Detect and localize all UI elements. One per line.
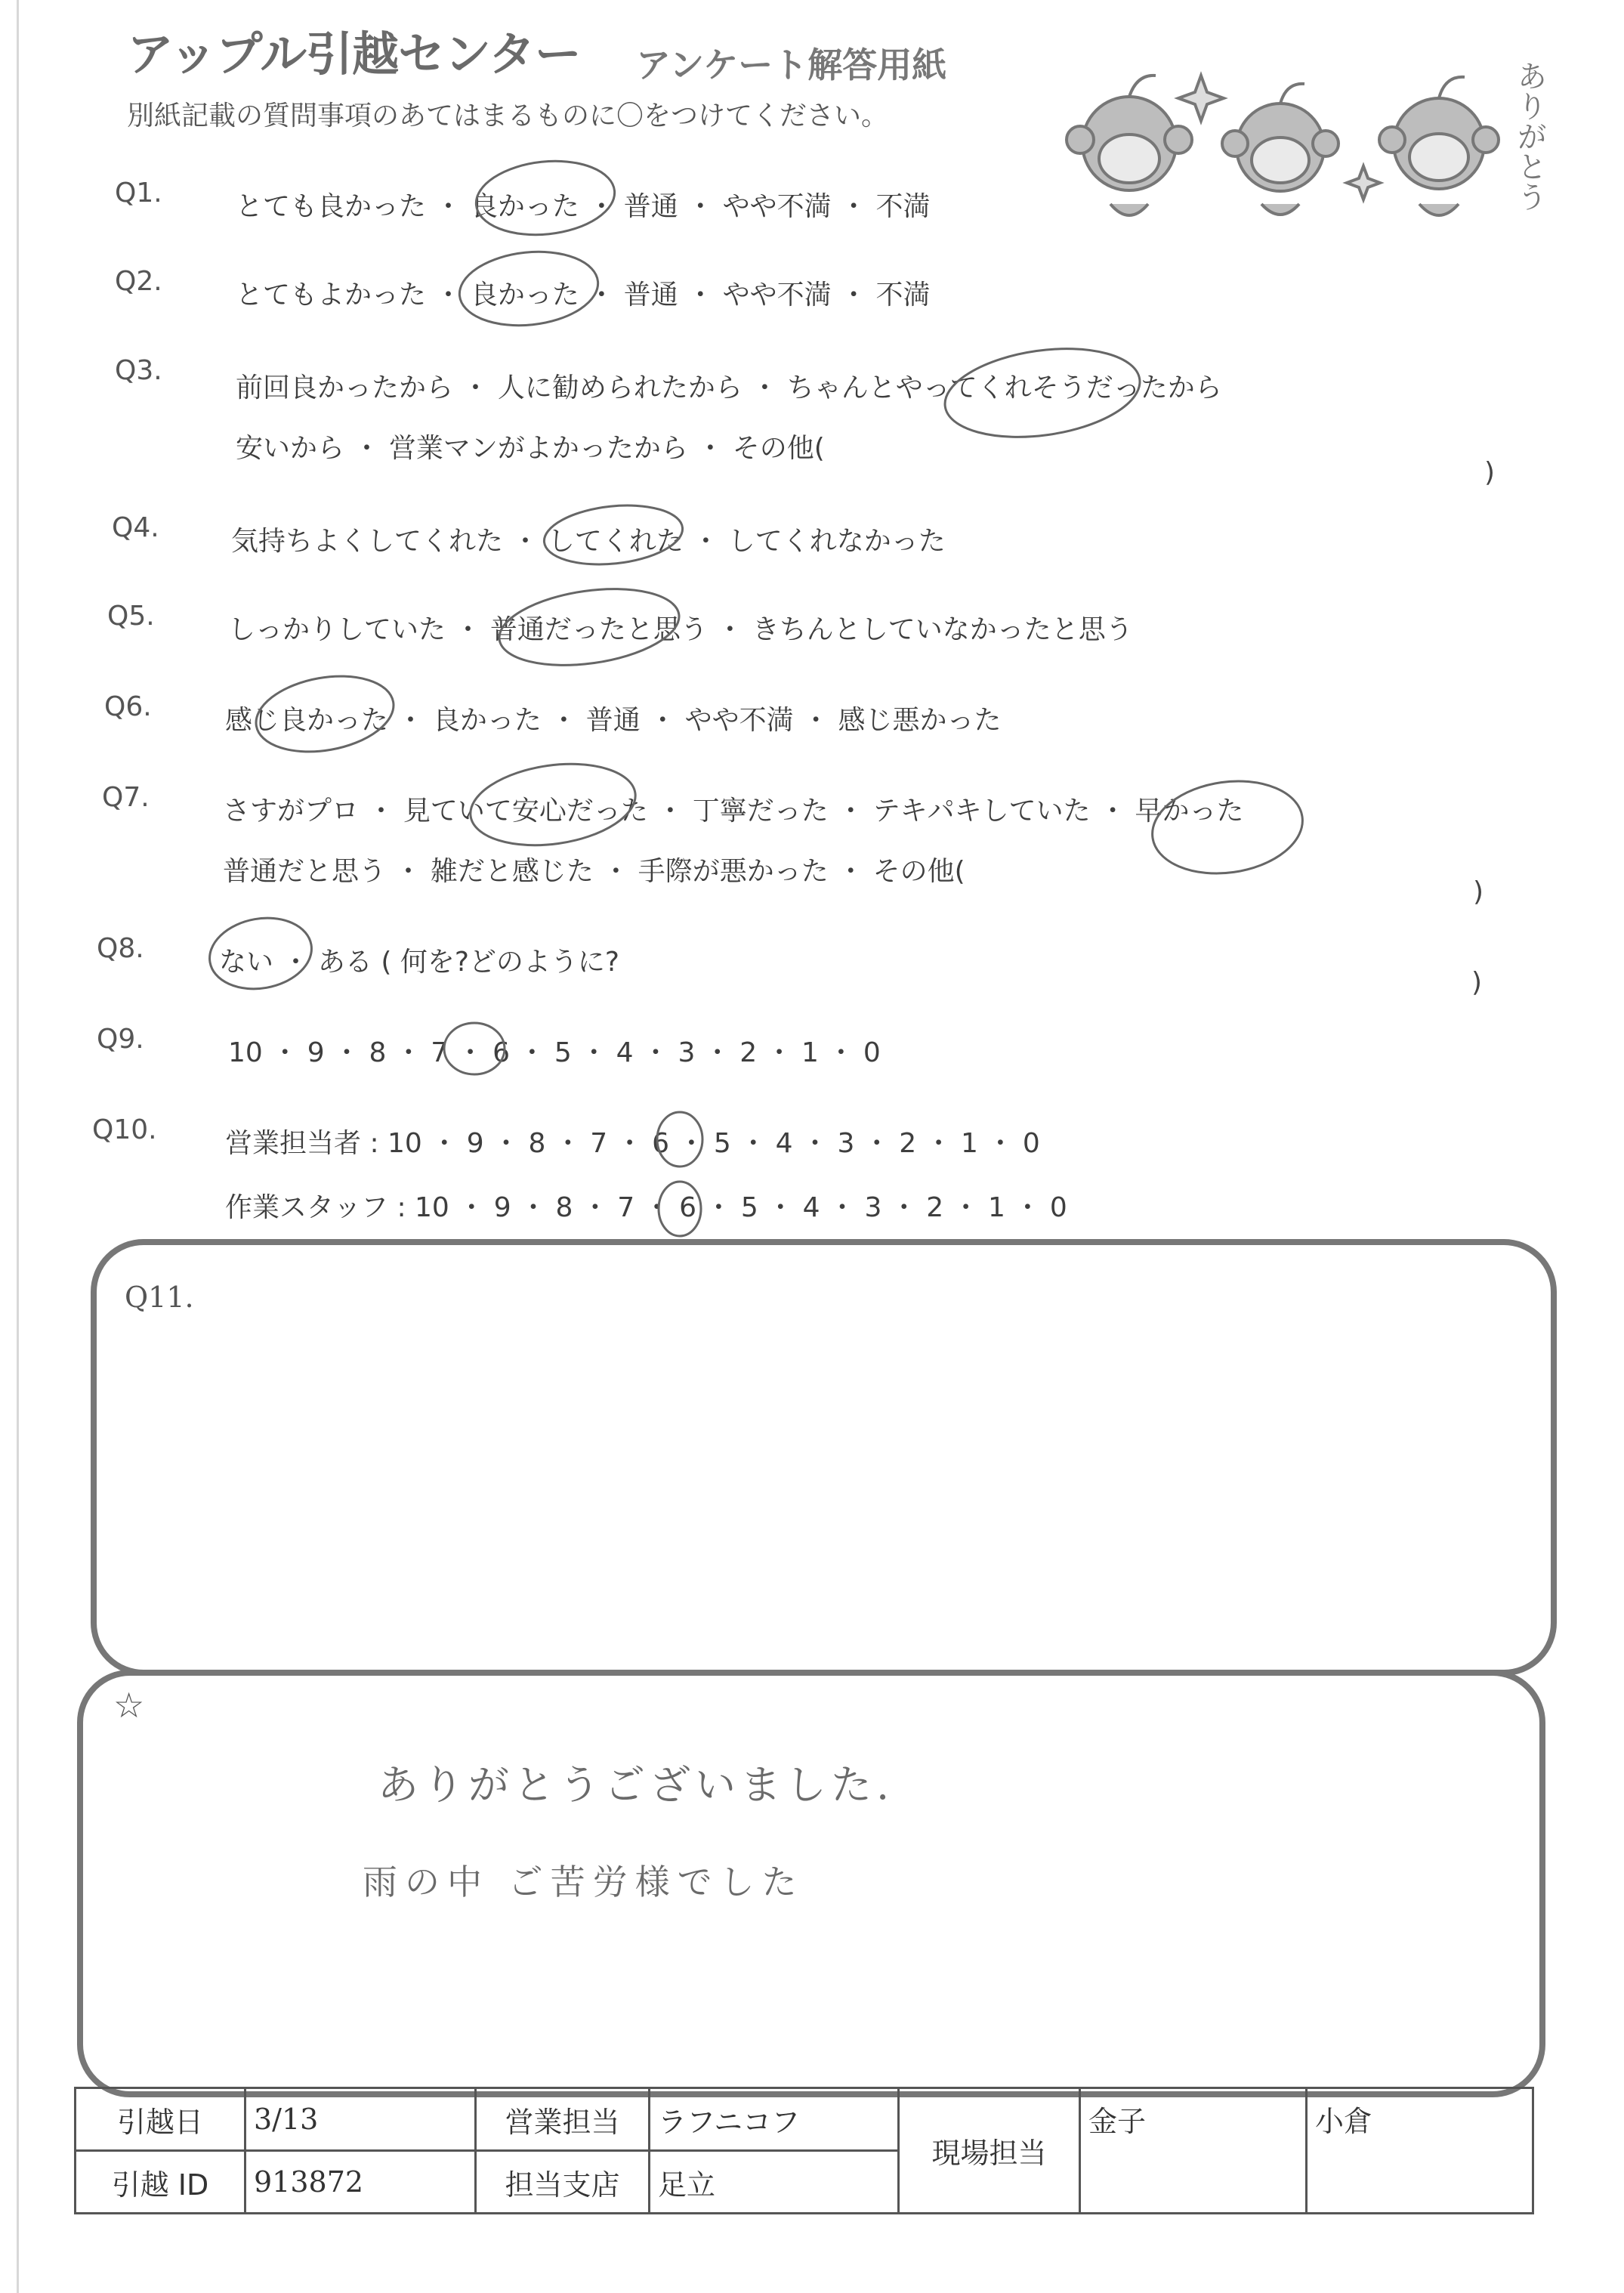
comment-box [77,1670,1545,2097]
info-table [74,2087,1534,2214]
star-icon: ☆ [113,1685,145,1726]
form-title: アンケート解答用紙 [636,45,947,85]
q6-number: Q6. [104,691,152,722]
q1-options: とても良かった ・ 良かった ・ 普通 ・ やや不満 ・ 不満 [236,191,931,222]
move-date-value: 3/13 [245,2088,476,2151]
q5-options: しっかりしていた ・ 普通だったと思う ・ きちんとしていなかったと思う [228,614,1133,645]
q7-close-paren: ) [1473,876,1484,907]
q9-scale: 10 ・ 9 ・ 8 ・ 7 ・ 6 ・ 5 ・ 4 ・ 3 ・ 2 ・ 1 ・ 0 [228,1037,881,1068]
q5-number: Q5. [107,601,155,632]
q8-close-paren: ) [1471,967,1483,998]
field-value-2: 小倉 [1307,2088,1533,2214]
q1-number: Q1. [115,178,162,209]
q4-number: Q4. [112,512,159,543]
q3-close-paren: ) [1484,457,1496,488]
q2-options: とてもよかった ・ 良かった ・ 普通 ・ やや不満 ・ 不満 [236,280,931,311]
move-id-label: 引越 ID [76,2151,245,2214]
q3-options-line1: 前回良かったから ・ 人に勧められたから ・ ちゃんとやってくれそうだったから [236,372,1222,403]
q11-label: Q11. [125,1281,194,1314]
q6-options: 感じ良かった ・ 良かった ・ 普通 ・ やや不満 ・ 感じ悪かった [225,705,1002,736]
q7-options-line2: 普通だと思う ・ 雑だと感じた ・ 手際が悪かった ・ その他( [223,856,965,887]
q2-number: Q2. [115,266,162,297]
q7-options-line1: さすがプロ ・ 見ていて安心だった ・ 丁寧だった ・ テキパキしていた ・ 早かった [223,796,1244,827]
q10-number: Q10. [92,1114,157,1145]
q4-options: 気持ちよくしてくれた ・ してくれた ・ してくれなかった [231,526,946,557]
comment-line-2: 雨の中 ご苦労様でした [363,1862,804,1902]
company-title: アップル引越センター [127,26,581,82]
svg-text:ありがとう: ありがとう [1512,60,1547,212]
q10-sales-scale: 営業担当者 : 10 ・ 9 ・ 8 ・ 7 ・ 6 ・ 5 ・ 4 ・ 3 ・ 2 ・ 1 ・ 0 [225,1128,1040,1159]
sales-value: ラフニコフ [650,2088,899,2151]
q8-number: Q8. [97,933,144,964]
page-edge [17,0,19,2293]
q8-options: ない ・ ある ( 何を?どのように? [219,947,620,978]
q9-number: Q9. [97,1024,144,1055]
q10-staff-scale: 作業スタッフ : 10 ・ 9 ・ 8 ・ 7 ・ 6 ・ 5 ・ 4 ・ 3 ・ 2 ・ 1 ・ 0 [225,1192,1067,1223]
q11-box [91,1239,1557,1676]
q3-options-line2: 安いから ・ 営業マンがよかったから ・ その他( [236,433,825,464]
q7-number: Q7. [102,782,150,813]
instruction-text: 別紙記載の質問事項のあてはまるものに〇をつけてください。 [127,100,889,131]
move-id-value: 913872 [245,2151,476,2214]
branch-label: 担当支店 [476,2151,650,2214]
info-row-1 [76,2088,1533,2151]
move-date-label: 引越日 [76,2088,245,2151]
monkey-mascot-icon [1046,45,1560,257]
sales-label: 営業担当 [476,2088,650,2151]
comment-line-1: ありがとうございました. [378,1761,894,1809]
field-label: 現場担当 [899,2088,1080,2214]
branch-value: 足立 [650,2151,899,2214]
field-value-1: 金子 [1080,2088,1307,2214]
q3-number: Q3. [115,355,162,386]
